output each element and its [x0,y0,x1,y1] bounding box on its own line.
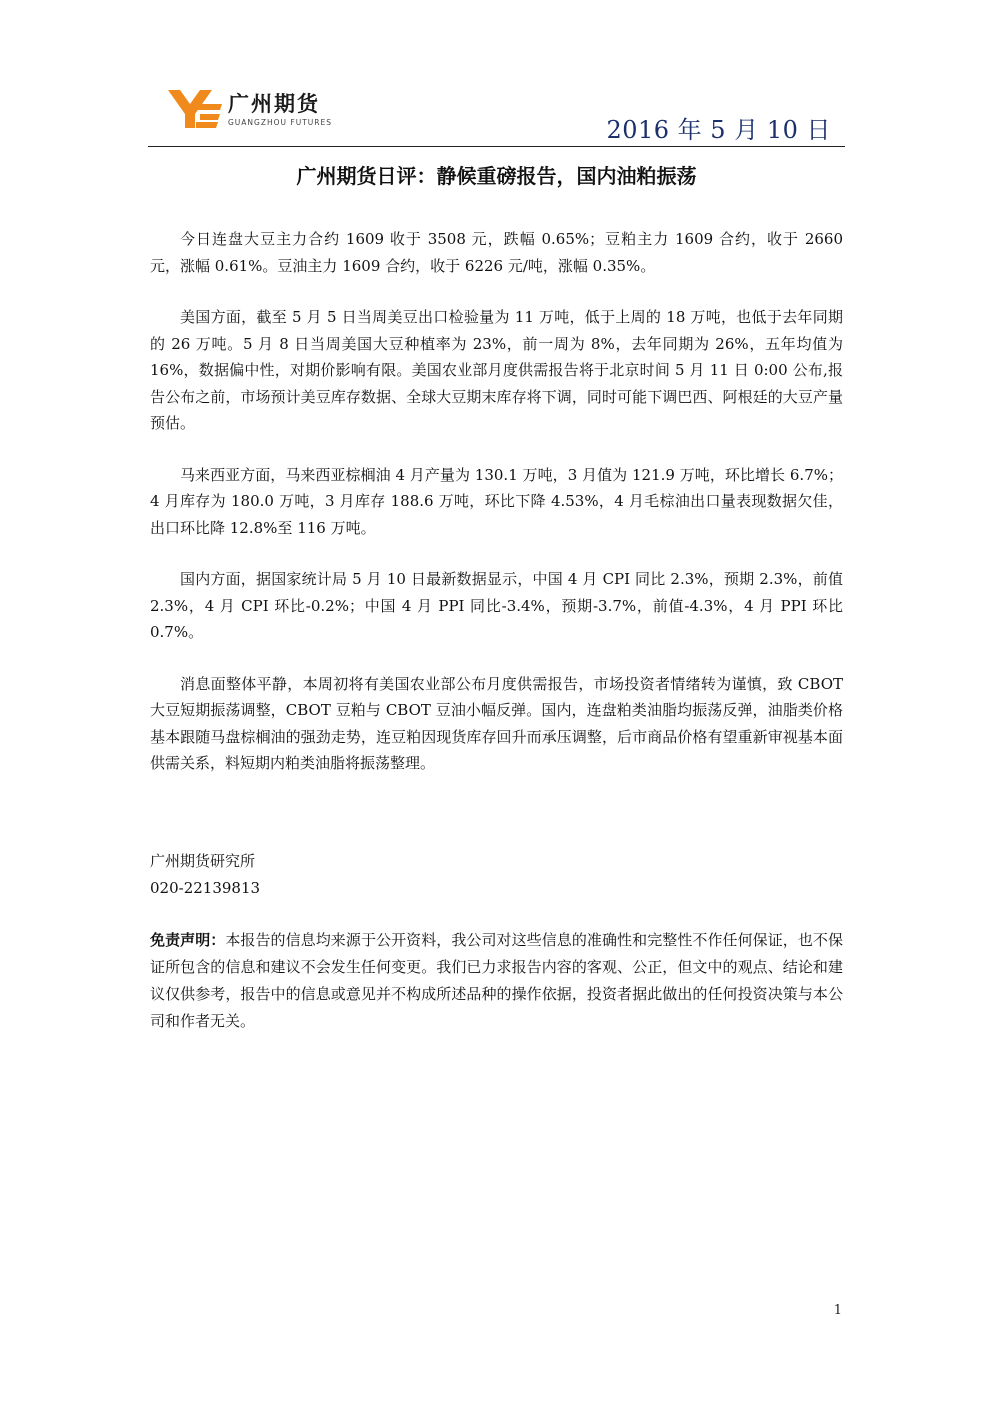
page-header [148,78,845,147]
report-body [150,226,843,802]
company-logo [168,88,368,136]
org-name: 广州期货研究所 [150,852,256,870]
disclaimer [150,927,843,1035]
logo-mark-icon [168,88,222,130]
org-phone: 020-22139813 [150,879,261,897]
paragraph-domestic-macro: 国内方面，据国家统计局 5 月 10 日最新数据显示，中国 4 月 CPI 同比 2.3%，预期 2.3%，前值 2.3%，4 月 CPI 环比-0.2%；中国 4 月 PPI 同比-3.4%，预期-3.7%，前值-4.3%，4 月 PPI 环比 0.7%。 [150,570,843,641]
report-date: 2016 年 5 月 10 日 [606,116,831,144]
logo-english-name: GUANGZHOU FUTURES [228,118,332,127]
logo-chinese-name: 广州期货 [228,92,320,116]
paragraph-market-close: 今日连盘大豆主力合约 1609 收于 3508 元，跌幅 0.65%；豆粕主力 1609 合约，收于 2660 元，涨幅 0.61%。豆油主力 1609 合约，收于 6226 元/吨，涨幅 0.35%。 [150,230,843,275]
report-title: 广州期货日评：静候重磅报告，国内油粕振荡 [296,164,697,188]
paragraph-outlook: 消息面整体平静，本周初将有美国农业部公布月度供需报告，市场投资者情绪转为谨慎，致 CBOT 大豆短期振荡调整，CBOT 豆粕与 CBOT 豆油小幅反弹。国内，连盘粕类油脂均振荡反弹，油脂类价格基本跟随马盘棕榈油的强劲走势，连豆粕因现货库存回升而承压调整，后市商品价格有望重新审视基本面供需关系，料短期内粕类油脂将振荡整理。 [150,674,843,772]
paragraph-malaysia: 马来西亚方面，马来西亚棕榈油 4 月产量为 130.1 万吨，3 月值为 121.9 万吨，环比增长 6.7%；4 月库存为 180.0 万吨，3 月库存 188.6 万吨，环比下降 4.53%，4 月毛棕油出口量表现数据欠佳，出口环比降 12.8%至 116 万吨。 [150,465,843,537]
disclaimer-label: 免责声明： [150,931,226,949]
org-signature [150,848,260,902]
page-number: 1 [833,1303,842,1318]
disclaimer-text: 本报告的信息均来源于公开资料，我公司对这些信息的准确性和完整性不作任何保证，也不保证所包含的信息和建议不会发生任何变更。我们已力求报告内容的客观、公正，但文中的观点、结论和建议仅供参考，报告中的信息或意见并不构成所述品种的操作依据，投资者据此做出的任何投资决策与本公司和作者无关。 [150,931,843,1030]
paragraph-us-market: 美国方面，截至 5 月 5 日当周美豆出口检验量为 11 万吨，低于上周的 18 万吨，也低于去年同期的 26 万吨。5 月 8 日当周美国大豆种植率为 23%，前一周为 8%，去年同期为 26%，五年均值为 16%，数据偏中性，对期价影响有限。美国农业部月度供需报告将于北京时间 5 月 11 日 0:00 公布,报告公布之前，市场预计美豆库存数据、全球大豆期末库存将下调，同时可能下调巴西、阿根廷的大豆产量预估。 [150,308,843,432]
